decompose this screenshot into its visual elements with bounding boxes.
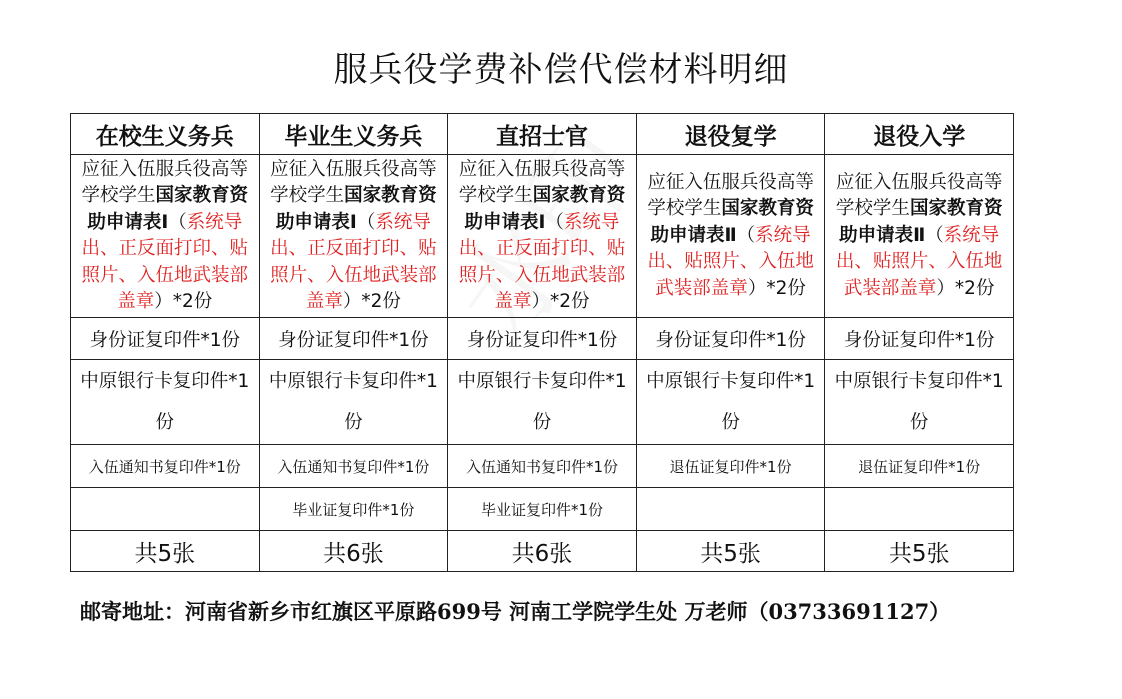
table-cell: 身份证复印件*1份 xyxy=(448,318,637,360)
column-header: 退役入学 xyxy=(825,114,1014,155)
cell-text: （ xyxy=(356,211,376,233)
table-cell: 退伍证复印件*1份 xyxy=(825,445,1014,488)
mailing-address: 邮寄地址：河南省新乡市红旗区平原路699号 河南工学院学生处 万老师（03733691127） xyxy=(80,599,951,624)
form-name: 国家教育资助申请表Ⅱ xyxy=(650,198,814,246)
cell-text: （ xyxy=(168,211,187,233)
cell-text: ）*2份 xyxy=(936,277,995,299)
cell-text: ）*2份 xyxy=(154,291,213,312)
table-cell xyxy=(71,155,260,318)
requirement-note: 系统导出、正反面打印、贴照片、入伍地武装部盖章 xyxy=(270,211,437,312)
table-cell: 入伍通知书复印件*1份 xyxy=(259,445,448,488)
page-title: 服兵役学费补偿代偿材料明细 xyxy=(333,50,789,90)
table-cell: 身份证复印件*1份 xyxy=(71,318,260,360)
table-cell xyxy=(448,155,637,318)
table-cell xyxy=(636,488,825,531)
cell-text: ）*2份 xyxy=(531,291,590,312)
table-cell: 身份证复印件*1份 xyxy=(259,318,448,360)
table-cell: 中原银行卡复印件*1份 xyxy=(259,360,448,445)
table-row-notice-copy xyxy=(71,445,1014,488)
requirement-note: 系统导出、正反面打印、贴照片、入伍地武装部盖章 xyxy=(458,211,626,312)
table-cell xyxy=(825,488,1014,531)
requirement-note: 系统导出、贴照片、入伍地武装部盖章 xyxy=(647,224,814,299)
table-row-application xyxy=(71,155,1014,318)
table-cell xyxy=(71,488,260,531)
cell-text: 应征入伍服兵役高等学校学生 xyxy=(458,158,626,206)
table-cell: 毕业证复印件*1份 xyxy=(259,488,448,531)
table-cell: 毕业证复印件*1份 xyxy=(448,488,637,531)
table-row-graduation-copy xyxy=(71,488,1014,531)
form-name: 国家教育资助申请表Ⅰ xyxy=(275,185,437,233)
form-name: 国家教育资助申请表Ⅱ xyxy=(839,198,1003,246)
cell-text: 应征入伍服兵役高等学校学生 xyxy=(647,171,814,220)
requirement-note: 系统导出、正反面打印、贴照片、入伍地武装部盖章 xyxy=(81,211,249,312)
table-row-id-copy xyxy=(71,318,1014,360)
table-cell: 入伍通知书复印件*1份 xyxy=(448,445,637,488)
cell-text: ）*2份 xyxy=(342,291,401,312)
table-cell: 身份证复印件*1份 xyxy=(636,318,825,360)
table-cell: 中原银行卡复印件*1份 xyxy=(71,360,260,445)
table-header-row xyxy=(71,114,1014,155)
table-cell xyxy=(825,155,1014,318)
materials-table xyxy=(70,113,1014,572)
table-cell: 入伍通知书复印件*1份 xyxy=(71,445,260,488)
table-cell xyxy=(636,155,825,318)
requirement-note: 系统导出、贴照片、入伍地武装部盖章 xyxy=(835,224,1003,299)
total-cell: 共6张 xyxy=(448,531,637,572)
column-header: 毕业生义务兵 xyxy=(259,114,448,155)
cell-text: 应征入伍服兵役高等学校学生 xyxy=(835,171,1003,220)
cell-text: （ xyxy=(736,224,756,246)
total-cell: 共5张 xyxy=(825,531,1014,572)
total-cell: 共5张 xyxy=(636,531,825,572)
table-row-bank-copy xyxy=(71,360,1014,445)
column-header: 在校生义务兵 xyxy=(71,114,260,155)
total-cell: 共5张 xyxy=(71,531,260,572)
table-cell: 身份证复印件*1份 xyxy=(825,318,1014,360)
table-cell: 中原银行卡复印件*1份 xyxy=(825,360,1014,445)
column-header: 直招士官 xyxy=(448,114,637,155)
table-cell: 退伍证复印件*1份 xyxy=(636,445,825,488)
form-name: 国家教育资助申请表Ⅰ xyxy=(464,185,626,233)
cell-text: （ xyxy=(545,211,564,233)
cell-text: 应征入伍服兵役高等学校学生 xyxy=(270,158,437,206)
table-cell xyxy=(259,155,448,318)
form-name: 国家教育资助申请表Ⅰ xyxy=(87,185,249,233)
column-header: 退役复学 xyxy=(636,114,825,155)
total-cell: 共6张 xyxy=(259,531,448,572)
table-cell: 中原银行卡复印件*1份 xyxy=(448,360,637,445)
table-row-total xyxy=(71,531,1014,572)
table-cell: 中原银行卡复印件*1份 xyxy=(636,360,825,445)
cell-text: ）*2份 xyxy=(747,277,806,299)
cell-text: 应征入伍服兵役高等学校学生 xyxy=(81,158,249,206)
cell-text: （ xyxy=(925,224,944,246)
